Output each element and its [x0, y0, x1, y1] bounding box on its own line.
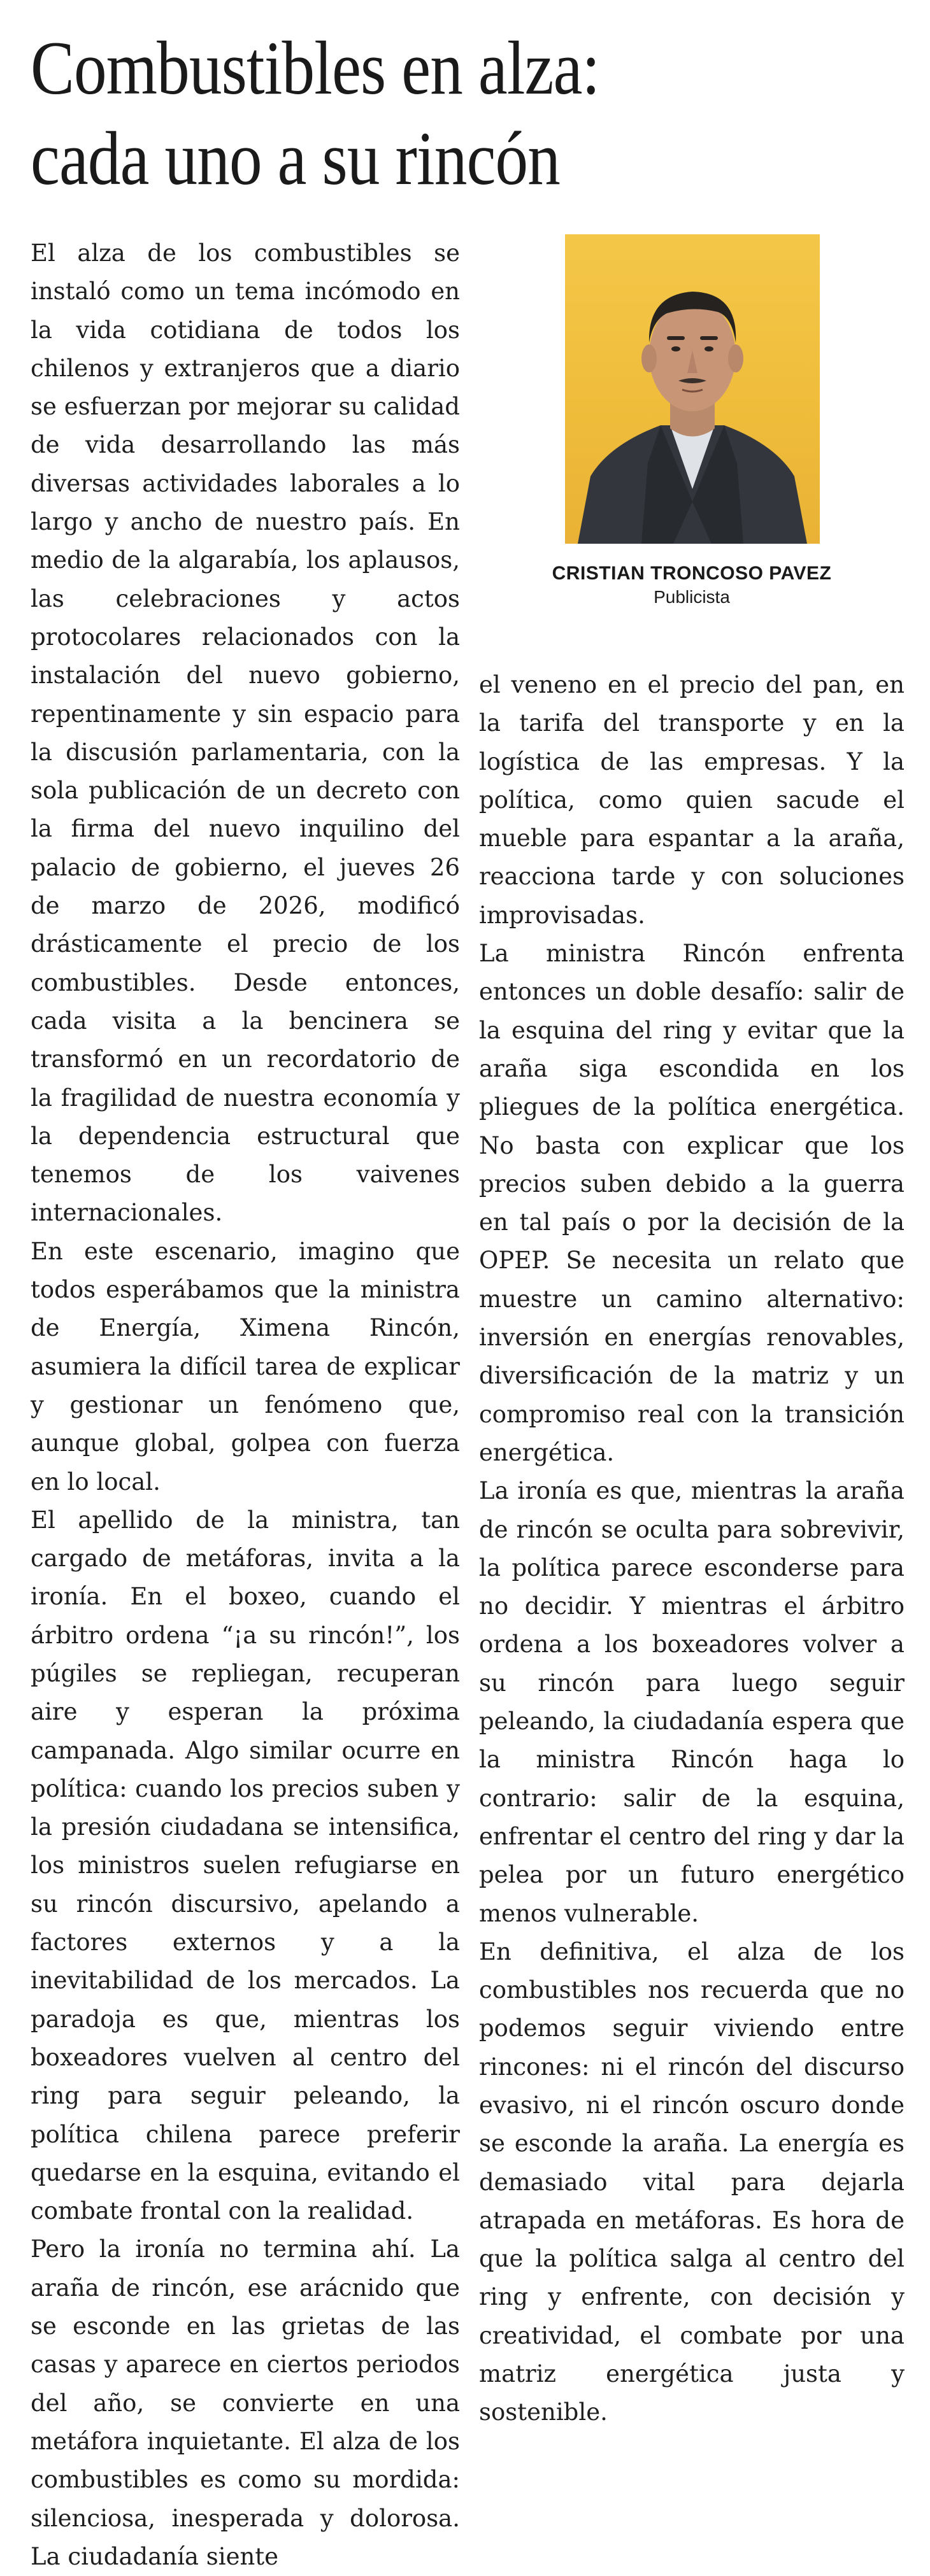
paragraph: Pero la ironía no termina ahí. La araña de rincón, ese arácnido que se esconde en las grietas de las casas y aparece en ciertos periodos del año, se convierte en una metáfora inquietante. El alza de los combustibles es como su mordida: silenciosa, inesperada y dolorosa. La ciudadanía siente: [31, 2235, 460, 2570]
author-box: [479, 234, 905, 607]
paragraph: El alza de los combustibles se instaló como un tema incómodo en la vida cotidiana de todos los chilenos y extranjeros que a diario se esfuerzan por mejorar su calidad de vida desarrollando las más diversas actividades laborales a lo largo y ancho de nuestro país. En medio de la algarabía, los aplausos, las celebraciones y actos protocolares relacionados con la instalación del nuevo gobierno, repentinamente y sin espacio para la discusión parlamentaria, con la sola publicación de un decreto con la firma del nuevo inquilino del palacio de gobierno, el jueves 26 de marzo de 2026, modificó drásticamente el precio de los combustibles. Desde entonces, cada visita a la bencinera se transformó en un recordatorio de la fragilidad de nuestra economía y la dependencia estructural que tenemos de los vaivenes internacionales.: [31, 239, 460, 1227]
body-left-column: [31, 234, 460, 2576]
author-portrait-illustration: [565, 234, 820, 544]
author-photo: [565, 234, 820, 544]
headline: [31, 23, 787, 204]
paragraph: el veneno en el precio del pan, en la tarifa del transporte y en la logística de las empresas. Y la política, como quien sacude el mueble para espantar a la araña, reacciona tarde y con soluciones improvisadas.: [479, 671, 905, 929]
paragraph: La ironía es que, mientras la araña de rincón se oculta para sobrevivir, la política parece esconderse para no decidir. Y mientras el árbitro ordena a los boxeadores volver a su rincón para luego seguir peleando, la ciudadanía espera que la ministra Rincón haga lo contrario: salir de la esquina, enfrentar el centro del ring y dar la pelea por un futuro energético menos vulnerable.: [479, 1477, 905, 1927]
headline-line-2: cada uno a su rincón: [31, 116, 561, 201]
paragraph: En definitiva, el alza de los combustibles nos recuerda que no podemos seguir viviendo entre rincones: ni el rincón del discurso evasivo, ni el rincón oscuro donde se esconde la araña. La energía es demasiado vital para dejarla atrapada en metáforas. Es hora de que la política salga al centro del ring y enfrente, con decisión y creatividad, el combate por una matriz energética justa y sostenible.: [479, 1937, 905, 2426]
paragraph: En este escenario, imagino que todos esperábamos que la ministra de Energía, Ximena Rincón, asumiera la difícil tarea de explicar y gestionar un fenómeno que, aunque global, golpea con fuerza en lo local.: [31, 1237, 460, 1496]
paragraph: La ministra Rincón enfrenta entonces un doble desafío: salir de la esquina del ring y evitar que la araña siga escondida en los pliegues de la política energética. No basta con explicar que los precios suben debido a la guerra en tal país o por la decisión de la OPEP. Se necesita un relato que muestre un camino alternativo: inversión en energías renovables, diversificación de la matriz y un compromiso real con la transición energética.: [479, 940, 905, 1466]
headline-line-1: Combustibles en alza:: [31, 25, 600, 110]
author-name: CRISTIAN TRONCOSO PAVEZ: [552, 563, 832, 584]
author-role: Publicista: [654, 587, 730, 607]
body-right-column: [479, 666, 905, 2432]
paragraph: El apellido de la ministra, tan cargado de metáforas, invita a la ironía. En el boxeo, cuando el árbitro ordena “¡a su rincón!”, los púgiles se repliegan, recuperan aire y esperan la próxima campanada. Algo similar ocurre en política: cuando los precios suben y la presión ciudadana se intensifica, los ministros suelen refugiarse en su rincón discursivo, apelando a factores externos y a la inevitabilidad de los mercados. La paradoja es que, mientras los boxeadores vuelven al centro del ring para seguir peleando, la política chilena parece preferir quedarse en la esquina, evitando el combate frontal con la realidad.: [31, 1506, 460, 2225]
